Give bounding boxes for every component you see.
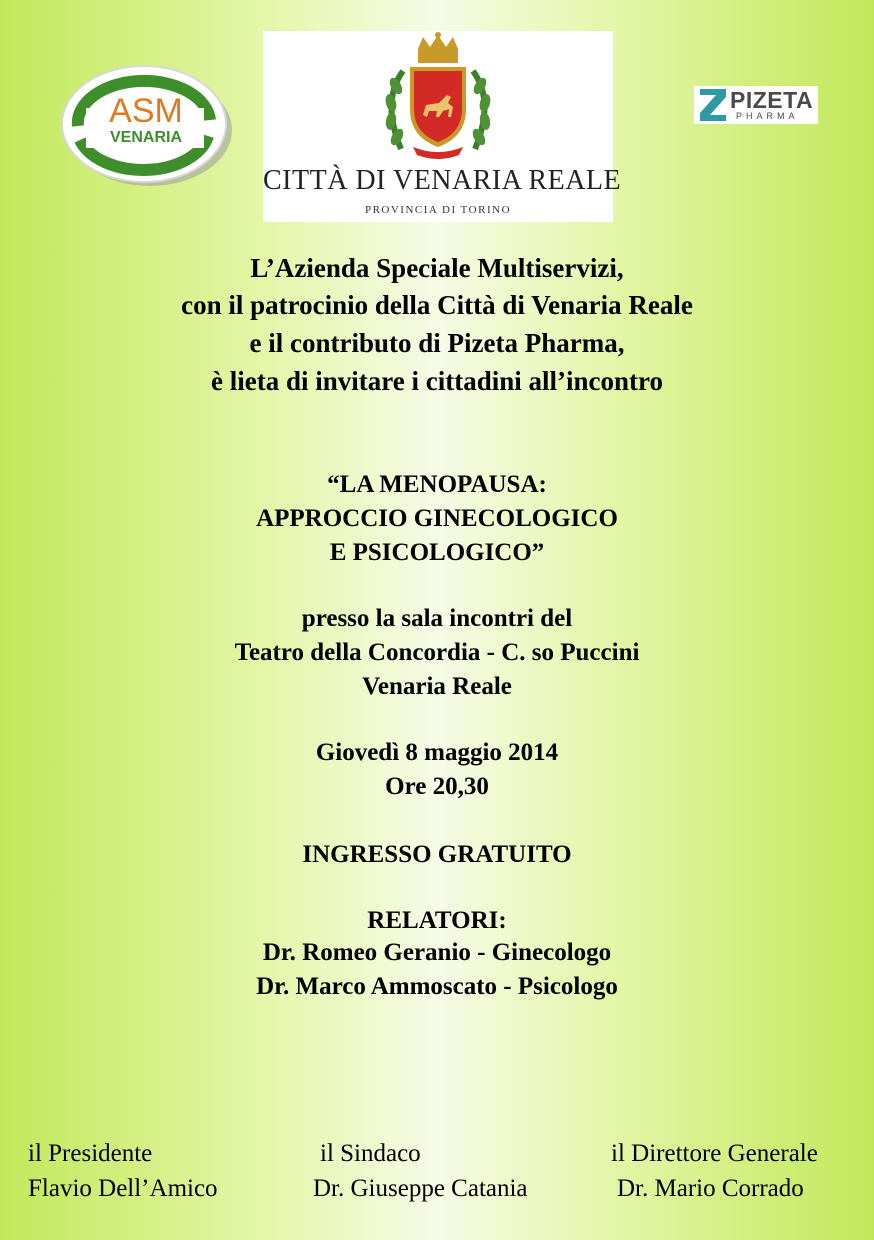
event-date: Giovedì 8 maggio 2014 xyxy=(315,739,559,766)
venue-line-1: presso la sala incontri del xyxy=(301,605,573,632)
pizeta-sub-text: PHARMA xyxy=(736,111,799,121)
pizeta-pharma-logo xyxy=(694,86,818,124)
intro-line-2: con il patrocinio della Città di Venaria Reale xyxy=(181,290,693,320)
pizeta-mark-icon xyxy=(696,87,730,123)
signature-name-director: Dr. Mario Corrado xyxy=(617,1175,804,1202)
signature-name-president: Flavio Dell’Amico xyxy=(28,1175,218,1202)
speaker-item: Dr. Marco Ammoscato - Psicologo xyxy=(256,973,618,1000)
speaker-item: Dr. Romeo Geranio - Ginecologo xyxy=(262,939,612,966)
city-name-text: CITTÀ DI VENARIA REALE xyxy=(263,165,622,196)
city-province-text: PROVINCIA DI TORINO xyxy=(364,204,512,216)
pizeta-name-text: PIZETA xyxy=(730,87,814,113)
title-line-1: “LA MENOPAUSA: xyxy=(327,471,547,498)
signature-role-mayor: il Sindaco xyxy=(320,1140,421,1167)
event-time: Ore 20,30 xyxy=(385,773,489,800)
venue-line-2: Teatro della Concordia - C. so Puccini xyxy=(234,639,640,666)
title-line-3: E PSICOLOGICO” xyxy=(329,539,545,566)
asm-venaria-logo xyxy=(58,60,236,188)
asm-main-text: ASM xyxy=(109,92,183,130)
city-crest-logo xyxy=(263,31,622,222)
speakers-heading: RELATORI: xyxy=(367,907,507,934)
asm-sub-text: VENARIA xyxy=(109,129,183,146)
signature-name-mayor: Dr. Giuseppe Catania xyxy=(313,1175,528,1202)
intro-line-4: è lieta di invitare i cittadini all’incontro xyxy=(211,366,663,396)
intro-line-1: L’Azienda Speciale Multiservizi, xyxy=(250,253,624,283)
title-line-2: APPROCCIO GINECOLOGICO xyxy=(256,505,618,532)
venue-line-3: Venaria Reale xyxy=(362,673,512,700)
intro-line-3: e il contributo di Pizeta Pharma, xyxy=(249,328,625,358)
signature-role-president: il Presidente xyxy=(28,1140,153,1167)
admission-text: INGRESSO GRATUITO xyxy=(302,841,572,868)
signature-role-director: il Direttore Generale xyxy=(611,1140,818,1167)
